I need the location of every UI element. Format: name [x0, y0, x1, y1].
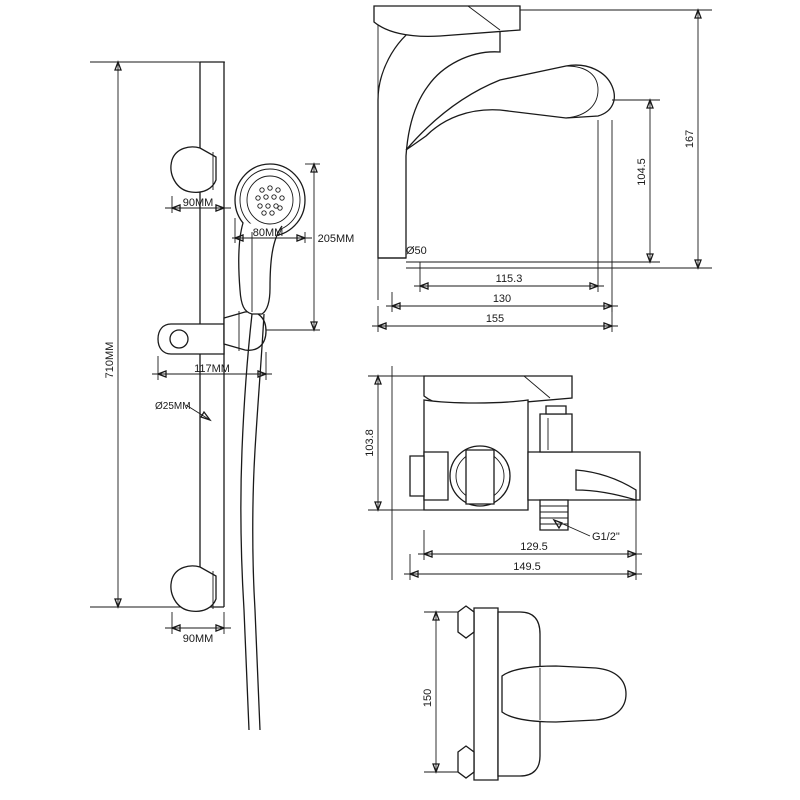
shower-rail-set-view [90, 62, 354, 730]
rail-diameter-label: Ø25MM [155, 401, 191, 412]
bath-mixer-center-post [466, 450, 494, 504]
top-view-hex-nut-upper [458, 606, 474, 638]
basin-spout-height-dim [406, 100, 660, 262]
rail-bracket-bottom-dim [165, 612, 231, 634]
top-view-hex-nut-lower [458, 746, 474, 778]
bath-thread-leader [554, 520, 590, 536]
bath-mixer-diverter-knob [540, 414, 572, 452]
bath-mixer-view [364, 366, 642, 580]
handset-width-label: 80MM [252, 227, 284, 239]
top-view-backplate [474, 608, 498, 780]
rail-bracket-bottom-label: 90MM [182, 633, 214, 645]
rail-height-label: 710MM [104, 341, 116, 379]
bath-mixer-outlet [540, 500, 568, 530]
bath-mixer-diverter-cap [546, 406, 566, 414]
basin-spout-height-label: 104.5 [636, 158, 648, 186]
bath-thread-label: G1/2" [592, 531, 620, 543]
holder-width-label: 117MM [194, 363, 230, 375]
basin-mixer-body [378, 7, 500, 258]
basin-spout-reach-label: 115.3 [495, 273, 523, 285]
basin-mid-width-label: 130 [492, 293, 512, 305]
top-view-lever [502, 666, 626, 722]
basin-mixer-view [372, 6, 712, 332]
basin-overall-width-label: 155 [485, 313, 505, 325]
bath-spout-reach-label: 129.5 [520, 541, 548, 553]
basin-base-diameter-label: Ø50 [406, 245, 427, 257]
handset-spacing-label: 205MM [317, 233, 355, 245]
rail-bottom-bracket [171, 566, 216, 611]
bath-height-label: 103.8 [364, 429, 376, 457]
basin-mixer-lever [374, 6, 520, 36]
rail-top-bracket [171, 147, 216, 192]
bath-mixer-top-view [422, 606, 626, 780]
bath-mixer-left-nut [410, 456, 424, 496]
bath-mixer-left-inlet [424, 452, 448, 500]
hand-shower-head [235, 164, 305, 314]
rail-bracket-top-label: 90MM [182, 197, 214, 209]
bath-overall-width-label: 149.5 [513, 561, 541, 573]
top-view-depth-label: 150 [422, 688, 434, 708]
basin-mixer-spout [406, 65, 614, 150]
basin-spout-reach-dim [414, 120, 604, 292]
basin-total-height-label: 167 [684, 129, 696, 149]
